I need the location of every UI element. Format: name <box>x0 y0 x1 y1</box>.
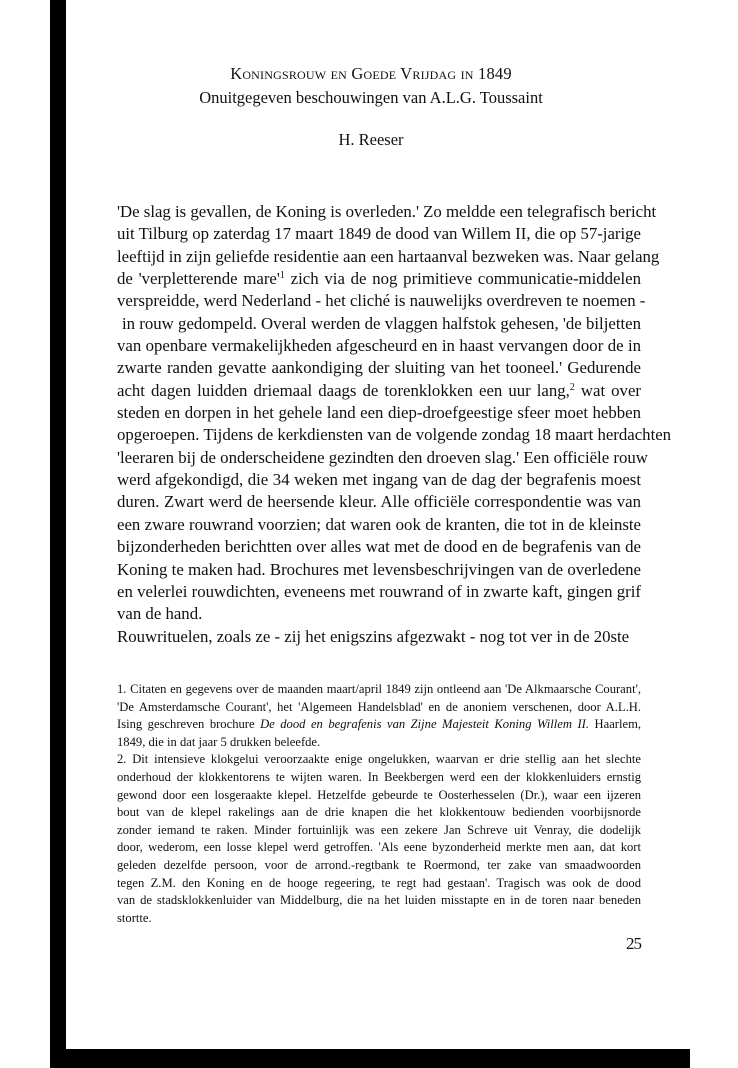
body-line: een zware rouwrand voorzien; dat waren ook de kranten, die tot in de kleinste <box>117 514 641 534</box>
article-author: H. Reeser <box>338 130 404 149</box>
body-line <box>117 380 641 402</box>
body-line: uit Tilburg op zaterdag 17 maart 1849 de dood van Willem II, die op 57-jarige <box>117 224 641 244</box>
body-line: steden en dorpen in het gehele land een diep-droefgeestige sfeer moet hebben <box>117 403 641 423</box>
footnote-line: van de stadsklokkenluider van Middelburg, die na het luiden misstapte en in de toren naar beneden <box>117 893 641 908</box>
body-line: 'leeraren bij de onderscheidene gezindten den droeven slag.' Een officiële rouw <box>117 447 648 467</box>
body-line: en velerlei rouwdichten, eveneens met rouwrand of in zwarte kaft, gingen grif <box>117 581 641 601</box>
body-line: Koning te maken had. Brochures met levensbeschrijvingen van de overledene <box>117 559 641 579</box>
body-line: Rouwrituelen, zoals ze - zij het enigszins afgezwakt - nog tot ver in de 20ste <box>117 626 630 646</box>
body-line: van de hand. <box>117 604 203 624</box>
body-line: verspreidde, werd Nederland - het cliché is nauwelijks overdreven te noemen - <box>117 291 646 311</box>
footnote-line: zonder iemand te raken. Minder fortuinlijk was een zekere Jan Schreve uit Venray, die dodelijk <box>117 822 641 837</box>
body-line: van openbare vermakelijkheden afgescheurd en in haast vervangen door de in <box>117 336 641 356</box>
page-number: 25 <box>626 934 641 953</box>
body-line: zwarte randen gevatte aankondiging der sluiting van het tooneel.' Gedurende <box>117 358 641 378</box>
text-segment: wat over <box>574 380 641 400</box>
footnote-line: tegen Z.M. den Koning en de hooge regeering, te regt had gestaan'. Tragisch was ook de dood <box>117 875 641 890</box>
body-line: leeftijd in zijn geliefde residentie aan een hartaanval bezweken was. Naar gelang <box>117 246 660 266</box>
scan-border-bottom <box>50 1049 690 1068</box>
body-line: werd afgekondigd, die 34 weken met ingang van de dag der begrafenis moest <box>117 470 641 490</box>
body-line: 'De slag is gevallen, de Koning is overleden.' Zo meldde een telegrafisch bericht <box>117 202 657 221</box>
footnote-reference: 2 <box>569 381 575 393</box>
body-line: opgeroepen. Tijdens de kerkdiensten van de volgende zondag 18 maart herdachten <box>117 425 672 445</box>
footnote-line: geleden dezelfde persoon, voor de arrond.-regtbank te Roermond, ter zake van smaadwoorden <box>117 857 641 872</box>
footnote-reference: 1 <box>279 270 285 282</box>
footnote-line: onderhoud der klokkentorens te wijten waren. In Beekbergen werd een der klokkenluiders ernstig <box>117 769 641 784</box>
book-title: De dood en begrafenis van Zijne Majesteit Koning Willem II. <box>260 717 590 732</box>
footnote-line: bout van de klepel rakelings aan de drie knapen die het klokkentouw bedienden voorbijsnorde <box>117 805 641 820</box>
body-line: in rouw gedompeld. Overal werden de vlaggen halfstok gehesen, 'de biljetten <box>122 313 641 333</box>
body-line: duren. Zwart werd de heersende kleur. Alle officiële correspondentie was van <box>117 492 641 512</box>
article-title: Koningsrouw en Goede Vrijdag in 1849 <box>230 64 512 83</box>
text-segment: de 'verpletterende mare' <box>117 269 280 289</box>
text-segment: Ising geschreven brochure <box>117 717 261 732</box>
footnote-line: 'De Amsterdamsche Courant', het 'Algemeen Handelsblad' en de anoniem verschenen, door A.L.H. <box>117 699 641 714</box>
footnote-line: door, wederom, een losse klepel werd getroffen. 'Als eene byzonderheid merkte men aan, dat kort <box>117 840 641 855</box>
body-line <box>117 268 641 290</box>
footnote-line: stortte. <box>117 910 152 925</box>
footnote-line: 1849, die in dat jaar 5 drukken beleefde. <box>117 734 321 749</box>
footnote-line: gewond door een losgeraakte klepel. Hetzelfde gebeurde te Oosterhesselen (Dr.), waar een ijzeren <box>117 787 641 802</box>
footnote-line: 1. Citaten en gegevens over de maanden maart/april 1849 zijn ontleend aan 'De Alkmaarsche Courant', <box>117 682 641 696</box>
text-segment: zich via de nog primitieve communicatie-middelen <box>284 269 641 289</box>
body-text <box>117 201 672 648</box>
footnote-line <box>117 716 641 734</box>
footnote-line: 2. Dit intensieve klokgelui veroorzaakte enige ongelukken, waarvan er drie stellig aan het slechte <box>117 752 641 767</box>
scan-border-left <box>50 0 66 1068</box>
article-subtitle: Onuitgegeven beschouwingen van A.L.G. Toussaint <box>199 88 543 107</box>
text-segment: acht dagen luidden driemaal daags de torenklokken een uur lang, <box>117 380 570 400</box>
text-segment: Haarlem, <box>589 717 642 732</box>
body-line: bijzonderheden berichtten over alles wat met de dood en de begrafenis van de <box>117 537 641 557</box>
footnotes <box>117 681 641 927</box>
